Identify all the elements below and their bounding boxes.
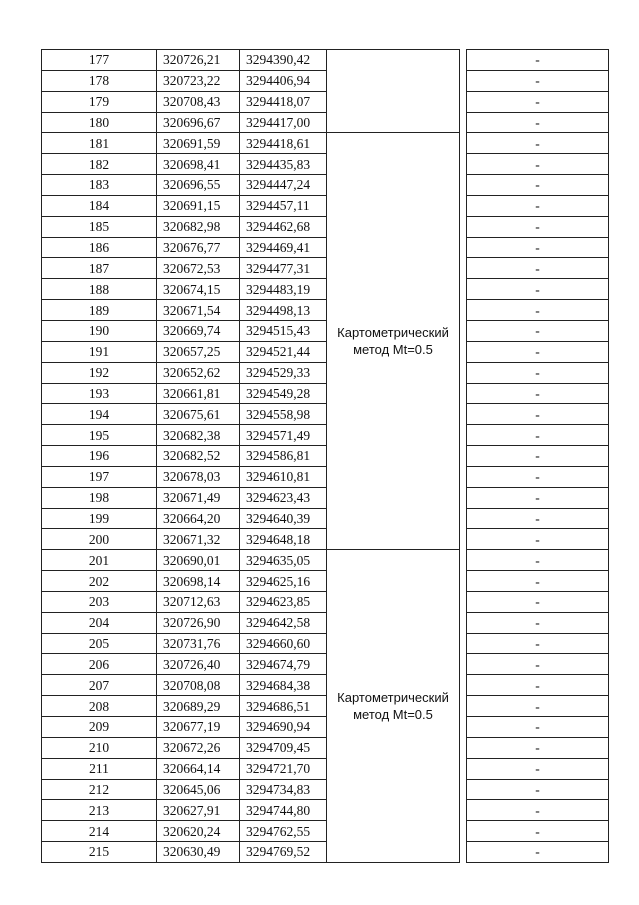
- x-coordinate: 320620,24: [157, 821, 240, 842]
- y-coordinate: 3294625,16: [240, 571, 327, 592]
- table-row: [42, 154, 609, 175]
- point-number: 193: [42, 383, 157, 404]
- value-cell: -: [467, 383, 609, 404]
- point-number: 196: [42, 446, 157, 467]
- value-cell: -: [467, 70, 609, 91]
- value-cell: -: [467, 195, 609, 216]
- value-cell: -: [467, 717, 609, 738]
- x-coordinate: 320712,63: [157, 591, 240, 612]
- value-cell: -: [467, 654, 609, 675]
- y-coordinate: 3294462,68: [240, 216, 327, 237]
- y-coordinate: 3294418,07: [240, 91, 327, 112]
- table-row: [42, 612, 609, 633]
- point-number: 197: [42, 466, 157, 487]
- y-coordinate: 3294674,79: [240, 654, 327, 675]
- point-number: 200: [42, 529, 157, 550]
- y-coordinate: 3294483,19: [240, 279, 327, 300]
- y-coordinate: 3294406,94: [240, 70, 327, 91]
- x-coordinate: 320657,25: [157, 341, 240, 362]
- x-coordinate: 320726,21: [157, 50, 240, 71]
- value-cell: -: [467, 300, 609, 321]
- table-row: [42, 717, 609, 738]
- x-coordinate: 320731,76: [157, 633, 240, 654]
- value-cell: -: [467, 258, 609, 279]
- point-number: 202: [42, 571, 157, 592]
- x-coordinate: 320674,15: [157, 279, 240, 300]
- point-number: 211: [42, 758, 157, 779]
- x-coordinate: 320664,14: [157, 758, 240, 779]
- y-coordinate: 3294586,81: [240, 446, 327, 467]
- y-coordinate: 3294418,61: [240, 133, 327, 154]
- x-coordinate: 320708,08: [157, 675, 240, 696]
- value-cell: -: [467, 446, 609, 467]
- x-coordinate: 320669,74: [157, 320, 240, 341]
- y-coordinate: 3294769,52: [240, 842, 327, 863]
- y-coordinate: 3294390,42: [240, 50, 327, 71]
- x-coordinate: 320682,98: [157, 216, 240, 237]
- value-cell: -: [467, 675, 609, 696]
- point-number: 183: [42, 175, 157, 196]
- y-coordinate: 3294623,85: [240, 591, 327, 612]
- point-number: 194: [42, 404, 157, 425]
- y-coordinate: 3294477,31: [240, 258, 327, 279]
- table-row: [42, 300, 609, 321]
- table-row: [42, 800, 609, 821]
- y-coordinate: 3294498,13: [240, 300, 327, 321]
- value-cell: -: [467, 91, 609, 112]
- table-row: [42, 404, 609, 425]
- point-number: 204: [42, 612, 157, 633]
- table-row: [42, 237, 609, 258]
- table-row: [42, 362, 609, 383]
- point-number: 182: [42, 154, 157, 175]
- point-number: 192: [42, 362, 157, 383]
- value-cell: -: [467, 737, 609, 758]
- value-cell: -: [467, 591, 609, 612]
- x-coordinate: 320645,06: [157, 779, 240, 800]
- x-coordinate: 320630,49: [157, 842, 240, 863]
- table-row: [42, 112, 609, 133]
- point-number: 203: [42, 591, 157, 612]
- point-number: 209: [42, 717, 157, 738]
- table-row: [42, 383, 609, 404]
- y-coordinate: 3294684,38: [240, 675, 327, 696]
- value-cell: -: [467, 216, 609, 237]
- x-coordinate: 320672,26: [157, 737, 240, 758]
- point-number: 187: [42, 258, 157, 279]
- y-coordinate: 3294686,51: [240, 696, 327, 717]
- point-number: 180: [42, 112, 157, 133]
- y-coordinate: 3294642,58: [240, 612, 327, 633]
- table-row: [42, 529, 609, 550]
- table-row: [42, 466, 609, 487]
- y-coordinate: 3294709,45: [240, 737, 327, 758]
- table-row: [42, 195, 609, 216]
- x-coordinate: 320672,53: [157, 258, 240, 279]
- point-number: 198: [42, 487, 157, 508]
- value-cell: -: [467, 404, 609, 425]
- x-coordinate: 320696,55: [157, 175, 240, 196]
- y-coordinate: 3294417,00: [240, 112, 327, 133]
- x-coordinate: 320677,19: [157, 717, 240, 738]
- method-name: Картометрический: [337, 325, 449, 341]
- point-number: 213: [42, 800, 157, 821]
- table-row: [42, 279, 609, 300]
- point-number: 179: [42, 91, 157, 112]
- table-row: [42, 821, 609, 842]
- y-coordinate: 3294648,18: [240, 529, 327, 550]
- y-coordinate: 3294521,44: [240, 341, 327, 362]
- method-name: Картометрический: [337, 690, 449, 706]
- value-cell: -: [467, 779, 609, 800]
- y-coordinate: 3294762,55: [240, 821, 327, 842]
- value-cell: -: [467, 466, 609, 487]
- y-coordinate: 3294447,24: [240, 175, 327, 196]
- method-cell: [327, 133, 460, 550]
- table-row: [42, 487, 609, 508]
- table-row: [42, 175, 609, 196]
- table-row: [42, 216, 609, 237]
- x-coordinate: 320671,49: [157, 487, 240, 508]
- value-cell: -: [467, 842, 609, 863]
- point-number: 212: [42, 779, 157, 800]
- value-cell: -: [467, 279, 609, 300]
- value-cell: -: [467, 341, 609, 362]
- x-coordinate: 320690,01: [157, 550, 240, 571]
- point-number: 189: [42, 300, 157, 321]
- method-cell: [327, 50, 460, 133]
- y-coordinate: 3294640,39: [240, 508, 327, 529]
- table-row: [42, 675, 609, 696]
- coordinates-table: [41, 49, 609, 863]
- table-row: [42, 258, 609, 279]
- column-gap: [460, 550, 467, 863]
- y-coordinate: 3294571,49: [240, 425, 327, 446]
- point-number: 208: [42, 696, 157, 717]
- value-cell: -: [467, 550, 609, 571]
- y-coordinate: 3294469,41: [240, 237, 327, 258]
- value-cell: -: [467, 508, 609, 529]
- x-coordinate: 320726,40: [157, 654, 240, 675]
- method-cell: [327, 550, 460, 863]
- table-row: [42, 737, 609, 758]
- x-coordinate: 320698,14: [157, 571, 240, 592]
- table-row: [42, 571, 609, 592]
- value-cell: -: [467, 633, 609, 654]
- point-number: 214: [42, 821, 157, 842]
- table-row: [42, 696, 609, 717]
- point-number: 184: [42, 195, 157, 216]
- table-row: [42, 779, 609, 800]
- value-cell: -: [467, 571, 609, 592]
- y-coordinate: 3294549,28: [240, 383, 327, 404]
- table-row: [42, 50, 609, 71]
- value-cell: -: [467, 425, 609, 446]
- value-cell: -: [467, 175, 609, 196]
- table-row: [42, 133, 609, 154]
- point-number: 205: [42, 633, 157, 654]
- table-row: [42, 550, 609, 571]
- y-coordinate: 3294529,33: [240, 362, 327, 383]
- x-coordinate: 320698,41: [157, 154, 240, 175]
- x-coordinate: 320682,52: [157, 446, 240, 467]
- x-coordinate: 320691,15: [157, 195, 240, 216]
- x-coordinate: 320723,22: [157, 70, 240, 91]
- table-row: [42, 446, 609, 467]
- value-cell: -: [467, 529, 609, 550]
- y-coordinate: 3294457,11: [240, 195, 327, 216]
- column-gap: [460, 50, 467, 133]
- y-coordinate: 3294635,05: [240, 550, 327, 571]
- table-row: [42, 591, 609, 612]
- point-number: 215: [42, 842, 157, 863]
- y-coordinate: 3294690,94: [240, 717, 327, 738]
- table-row: [42, 842, 609, 863]
- x-coordinate: 320689,29: [157, 696, 240, 717]
- point-number: 178: [42, 70, 157, 91]
- value-cell: -: [467, 758, 609, 779]
- point-number: 195: [42, 425, 157, 446]
- value-cell: -: [467, 696, 609, 717]
- value-cell: -: [467, 612, 609, 633]
- point-number: 191: [42, 341, 157, 362]
- y-coordinate: 3294435,83: [240, 154, 327, 175]
- method-accuracy: метод Mt=0.5: [353, 707, 433, 723]
- x-coordinate: 320652,62: [157, 362, 240, 383]
- table-row: [42, 320, 609, 341]
- value-cell: -: [467, 800, 609, 821]
- point-number: 206: [42, 654, 157, 675]
- x-coordinate: 320691,59: [157, 133, 240, 154]
- point-number: 185: [42, 216, 157, 237]
- y-coordinate: 3294515,43: [240, 320, 327, 341]
- y-coordinate: 3294610,81: [240, 466, 327, 487]
- value-cell: -: [467, 362, 609, 383]
- point-number: 201: [42, 550, 157, 571]
- value-cell: -: [467, 487, 609, 508]
- point-number: 210: [42, 737, 157, 758]
- x-coordinate: 320682,38: [157, 425, 240, 446]
- x-coordinate: 320671,32: [157, 529, 240, 550]
- x-coordinate: 320675,61: [157, 404, 240, 425]
- x-coordinate: 320676,77: [157, 237, 240, 258]
- x-coordinate: 320671,54: [157, 300, 240, 321]
- value-cell: -: [467, 237, 609, 258]
- x-coordinate: 320664,20: [157, 508, 240, 529]
- value-cell: -: [467, 50, 609, 71]
- method-accuracy: метод Mt=0.5: [353, 342, 433, 358]
- point-number: 181: [42, 133, 157, 154]
- value-cell: -: [467, 154, 609, 175]
- y-coordinate: 3294734,83: [240, 779, 327, 800]
- x-coordinate: 320708,43: [157, 91, 240, 112]
- point-number: 190: [42, 320, 157, 341]
- value-cell: -: [467, 133, 609, 154]
- point-number: 186: [42, 237, 157, 258]
- y-coordinate: 3294721,70: [240, 758, 327, 779]
- value-cell: -: [467, 821, 609, 842]
- x-coordinate: 320627,91: [157, 800, 240, 821]
- point-number: 188: [42, 279, 157, 300]
- point-number: 199: [42, 508, 157, 529]
- point-number: 207: [42, 675, 157, 696]
- y-coordinate: 3294623,43: [240, 487, 327, 508]
- table-row: [42, 508, 609, 529]
- table-row: [42, 654, 609, 675]
- table-row: [42, 91, 609, 112]
- value-cell: -: [467, 112, 609, 133]
- table-row: [42, 425, 609, 446]
- y-coordinate: 3294558,98: [240, 404, 327, 425]
- table-row: [42, 70, 609, 91]
- table-row: [42, 758, 609, 779]
- x-coordinate: 320678,03: [157, 466, 240, 487]
- table-row: [42, 633, 609, 654]
- x-coordinate: 320726,90: [157, 612, 240, 633]
- y-coordinate: 3294744,80: [240, 800, 327, 821]
- x-coordinate: 320661,81: [157, 383, 240, 404]
- x-coordinate: 320696,67: [157, 112, 240, 133]
- table-row: [42, 341, 609, 362]
- value-cell: -: [467, 320, 609, 341]
- column-gap: [460, 133, 467, 550]
- y-coordinate: 3294660,60: [240, 633, 327, 654]
- point-number: 177: [42, 50, 157, 71]
